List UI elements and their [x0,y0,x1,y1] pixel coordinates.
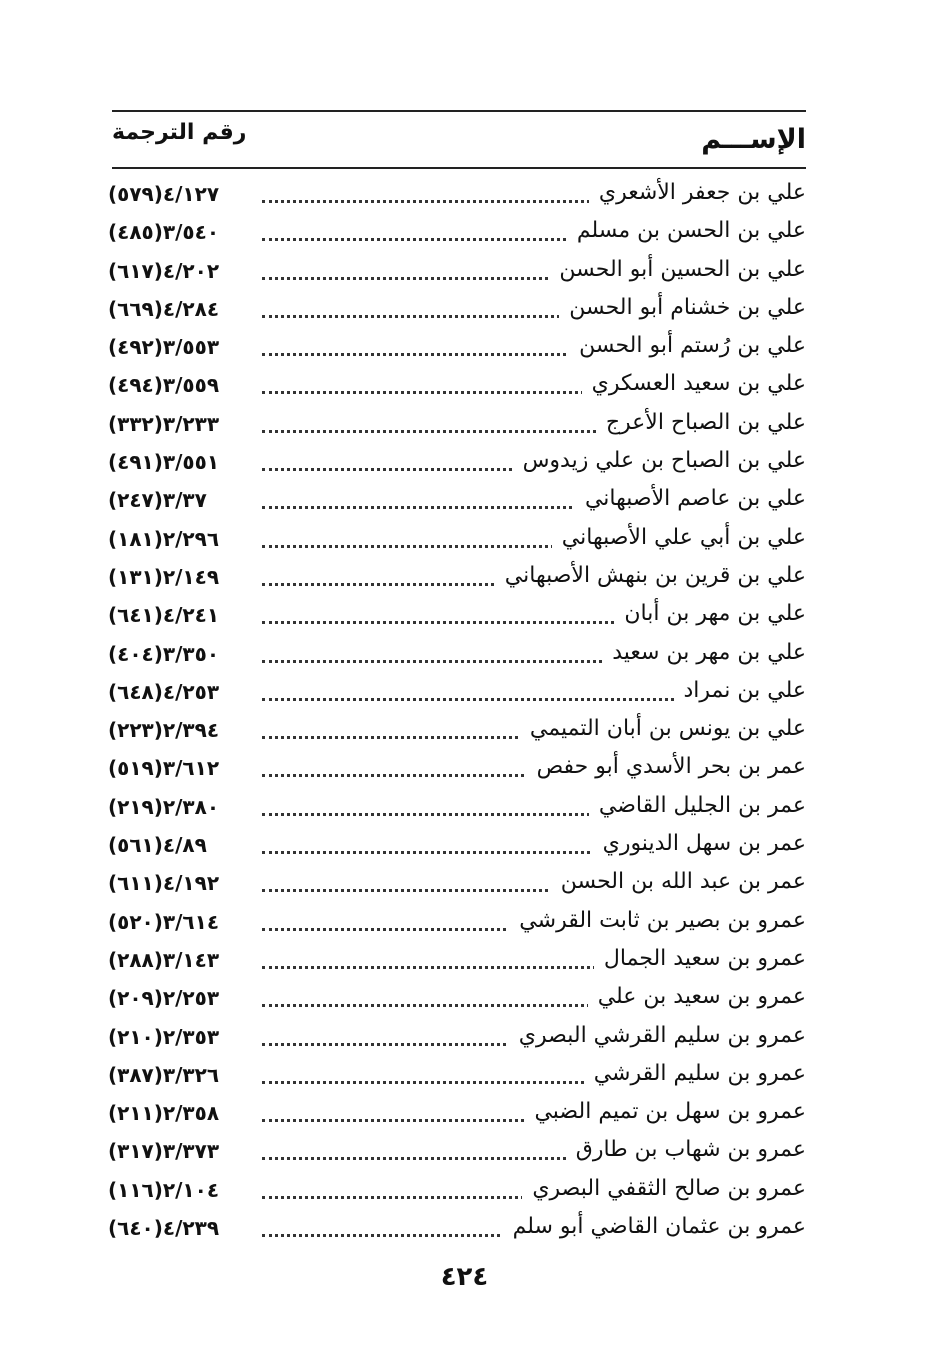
index-entry [0,291,929,329]
entry-name: علي بن سعيد العسكري [582,371,806,396]
entry-reference: ٣/٥٥٣(٤٩٢) [108,335,220,360]
entry-name: عمرو بن صالح الثقفي البصري [522,1176,806,1201]
entry-reference: ٤/٢٠٢(٦١٧) [108,258,220,283]
index-entry [0,1133,929,1171]
entry-name: عمرو بن شهاب بن طارق [566,1137,806,1162]
entry-name: عمرو بن سعيد بن علي [588,984,806,1009]
entry-name: عمرو بن سليم القرشي البصري [509,1023,806,1048]
index-entry [0,444,929,482]
entry-name: عمرو بن سعيد الجمال [594,946,806,971]
entry-name: علي بن الصباح الأعرج [596,410,806,435]
entry-reference: ٣/٦١٤(٥٢٠) [108,909,220,934]
index-entry [0,329,929,367]
entry-name: عمرو بن سهل بن تميم الضبي [524,1099,806,1124]
index-entry [0,712,929,750]
entry-reference: ٣/٥٥١(٤٩١) [108,450,220,475]
index-entry [0,904,929,942]
name-column-header: الإســـم [701,124,806,155]
entry-reference: ٢/٣٥٣(٢١٠) [108,1024,220,1049]
entry-reference: ٣/٣٢٦(٣٨٧) [108,1062,220,1087]
index-entry [0,214,929,252]
entry-name: عمر بن عبد الله بن الحسن [551,869,806,894]
index-entry [0,674,929,712]
entry-reference: ٣/٣٧٣(٣١٧) [108,1139,220,1164]
page-number: ٤٢٤ [440,1262,489,1292]
index-entry [0,176,929,214]
entry-name: علي بن قرين بن بنهش الأصبهاني [495,563,806,588]
entry-name: علي بن عاصم الأصبهاني [575,486,806,511]
index-entry [0,253,929,291]
index-entry [0,1095,929,1133]
entry-reference: ٤/٢٨٤(٦٦٩) [108,296,220,321]
index-entry [0,1057,929,1095]
entry-reference: ٣/٣٥٠(٤٠٤) [108,641,220,666]
index-entry [0,789,929,827]
index-entry [0,1172,929,1210]
entry-reference: ٣/٣٧(٢٤٧) [108,488,207,513]
entry-reference: ٤/١٩٢(٦١١) [108,871,220,896]
entry-name: عمر بن بحر الأسدي أبو حفص [527,754,806,779]
index-entries [0,176,929,1248]
index-entry [0,827,929,865]
entry-reference: ٢/٣٥٨(٢١١) [108,1101,220,1126]
index-entry [0,636,929,674]
entry-reference: ٣/١٤٣(٢٨٨) [108,947,220,972]
entry-name: علي بن جعفر الأشعري [589,180,806,205]
index-entry [0,865,929,903]
entry-reference: ٢/٣٩٤(٢٢٣) [108,718,220,743]
index-entry [0,559,929,597]
entry-name: عمر بن سهل الدينوري [593,831,806,856]
entry-reference: ٤/٨٩(٥٦١) [108,833,207,858]
index-entry [0,942,929,980]
entry-name: علي بن مهر بن سعيد [602,640,806,665]
entry-name: علي بن نمراد [674,678,807,703]
header-rule [112,167,806,169]
entry-name: عمر بن الجليل القاضي [589,793,806,818]
entry-reference: ٢/٢٩٦(١٨١) [108,526,220,551]
entry-reference: ٣/٥٥٩(٤٩٤) [108,373,220,398]
entry-name: علي بن الحسين أبو الحسن [549,257,806,282]
entry-reference: ٣/٥٤٠(٤٨٥) [108,220,220,245]
index-entry [0,597,929,635]
index-entry [0,521,929,559]
entry-reference: ٢/٢٥٣(٢٠٩) [108,986,220,1011]
entry-reference: ٤/٢٤١(٦٤١) [108,603,220,628]
entry-reference: ٢/١٠٤(١١٦) [108,1177,220,1202]
entry-reference: ٤/٢٥٣(٦٤٨) [108,679,220,704]
entry-reference: ٤/٢٣٩(٦٤٠) [108,1216,220,1241]
entry-name: علي بن رُستم أبو الحسن [569,333,806,358]
entry-name: علي بن الحسن بن مسلم [567,218,806,243]
entry-name: عمرو بن عثمان القاضي أبو سلم [503,1214,806,1239]
entry-name: علي بن مهر بن أبان [614,601,806,626]
entry-reference: ٣/٢٣٣(٣٣٢) [108,411,220,436]
entry-reference: ٣/٦١٢(٥١٩) [108,756,220,781]
index-entry [0,1019,929,1057]
entry-reference: ٢/١٤٩(١٣١) [108,564,220,589]
index-entry [0,406,929,444]
top-rule [112,110,806,112]
index-entry [0,1210,929,1248]
index-entry [0,750,929,788]
entry-reference: ٤/١٢٧(٥٧٩) [108,182,220,206]
entry-name: عمرو بن بصير بن ثابت القرشي [509,908,806,933]
index-entry [0,482,929,520]
index-entry [0,980,929,1018]
entry-name: علي بن أبي علي الأصبهاني [552,525,806,550]
entry-name: علي بن خشنام أبو الحسن [559,295,806,320]
entry-reference: ٢/٣٨٠(٢١٩) [108,794,220,819]
index-entry [0,367,929,405]
entry-name: عمرو بن سليم القرشي [584,1061,806,1086]
entry-number-column-header: رقم الترجمة [112,120,247,145]
entry-name: علي بن يونس بن أبان التميمي [520,716,806,741]
entry-name: علي بن الصباح بن علي زيدوس [513,448,806,473]
